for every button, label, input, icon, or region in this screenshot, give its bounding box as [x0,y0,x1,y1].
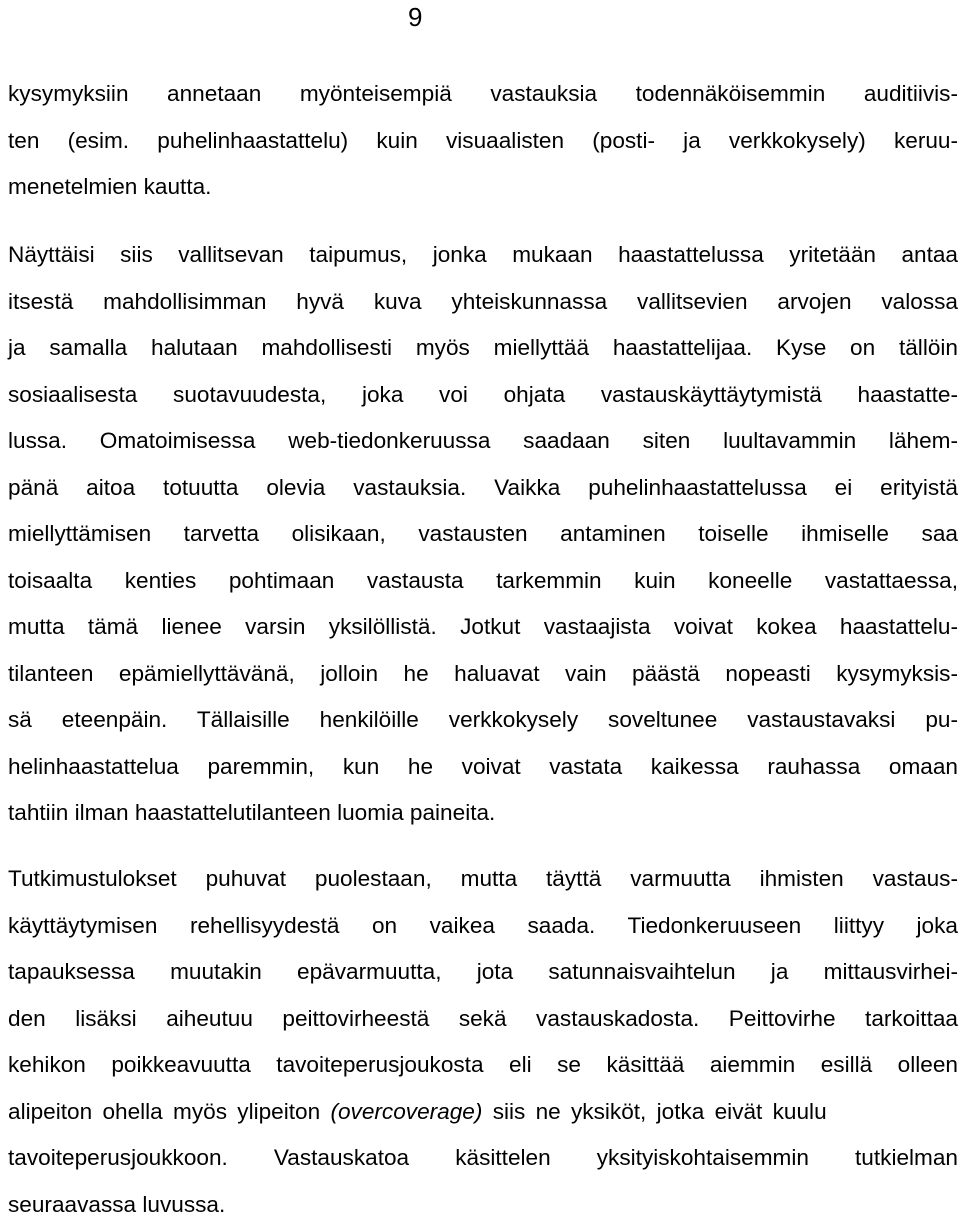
text-line: ja samalla halutaan mahdollisesti myös miellyttää haastattelijaa. Kyse on tällöin [8,325,958,372]
text-line: kysymyksiin annetaan myönteisempiä vastauksia todennäköisemmin auditiivis- [8,71,958,118]
text-line [8,1089,958,1136]
text-segment: siis ne yksiköt, jotka eivät kuulu [493,1099,827,1124]
text-line: tilanteen epämiellyttävänä, jolloin he haluavat vain päästä nopeasti kysymyksis- [8,651,958,698]
emphasized-term: (overcoverage) [330,1099,482,1124]
text-line: lussa. Omatoimisessa web-tiedonkeruussa saadaan siten luultavammin lähem- [8,418,958,465]
text-line: itsestä mahdollisimman hyvä kuva yhteiskunnassa vallitsevien arvojen valossa [8,279,958,326]
paragraph-3 [8,856,958,1228]
text-line: pänä aitoa totuutta olevia vastauksia. Vaikka puhelinhaastattelussa ei erityistä [8,465,958,512]
text-line: tahtiin ilman haastattelutilanteen luomia paineita. [8,790,958,837]
text-line: käyttäytymisen rehellisyydestä on vaikea saada. Tiedonkeruuseen liittyy joka [8,903,958,950]
text-line: kehikon poikkeavuutta tavoiteperusjoukosta eli se käsittää aiemmin esillä olleen [8,1042,958,1089]
text-segment: alipeiton ohella myös ylipeiton [8,1099,330,1124]
text-line: seuraavassa luvussa. [8,1182,958,1228]
page-number: 9 [408,2,422,32]
text-line: miellyttämisen tarvetta olisikaan, vastausten antaminen toiselle ihmiselle saa [8,511,958,558]
paragraph-2 [8,232,958,837]
text-line: Näyttäisi siis vallitsevan taipumus, jonka mukaan haastattelussa yritetään antaa [8,232,958,279]
text-line: mutta tämä lienee varsin yksilöllistä. Jotkut vastaajista voivat kokea haastattelu- [8,604,958,651]
text-line: den lisäksi aiheutuu peittovirheestä sekä vastauskadosta. Peittovirhe tarkoittaa [8,996,958,1043]
text-line: sä eteenpäin. Tällaisille henkilöille verkkokysely soveltunee vastaustavaksi pu- [8,697,958,744]
text-line: tapauksessa muutakin epävarmuutta, jota satunnaisvaihtelun ja mittausvirhei- [8,949,958,996]
text-line: toisaalta kenties pohtimaan vastausta tarkemmin kuin koneelle vastattaessa, [8,558,958,605]
text-line: menetelmien kautta. [8,164,958,211]
text-line: tavoiteperusjoukkoon. Vastauskatoa käsittelen yksityiskohtaisemmin tutkielman [8,1135,958,1182]
text-line: sosiaalisesta suotavuudesta, joka voi ohjata vastauskäyttäytymistä haastatte- [8,372,958,419]
text-line: ten (esim. puhelinhaastattelu) kuin visuaalisten (posti- ja verkkokysely) keruu- [8,118,958,165]
text-line: Tutkimustulokset puhuvat puolestaan, mutta täyttä varmuutta ihmisten vastaus- [8,856,958,903]
paragraph-1 [8,71,958,211]
text-line: helinhaastattelua paremmin, kun he voivat vastata kaikessa rauhassa omaan [8,744,958,791]
